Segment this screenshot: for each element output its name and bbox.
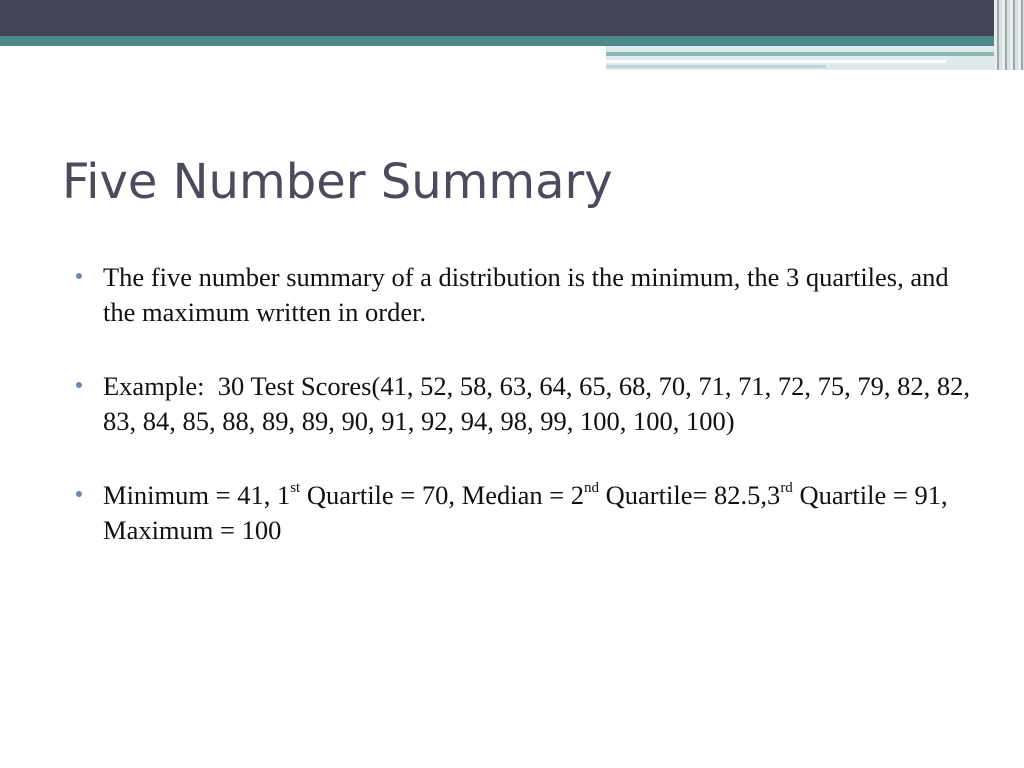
ordinal-suffix-third: rd [780, 480, 793, 497]
bullet-item-definition [76, 260, 976, 330]
bullet-dot-icon [76, 491, 82, 497]
results-text-maximum: Quartile = 91, Maximum = 100 [103, 480, 948, 545]
results-text-third: Quartile= 82.5,3 [599, 480, 781, 510]
bullet-list [76, 260, 976, 587]
bullet-item-results [76, 478, 976, 548]
header-tab-strip [606, 52, 1006, 56]
results-text-minimum: Minimum = 41, 1 [103, 480, 291, 510]
results-text-median: Quartile = 70, Median = 2 [300, 480, 585, 510]
slide-title: Five Number Summary [62, 154, 613, 210]
bullet-dot-icon [76, 273, 82, 279]
bullet-dot-icon [76, 382, 82, 388]
header-dark-band [0, 0, 1024, 36]
ordinal-suffix-first: st [290, 480, 301, 497]
bullet-text: Example: 30 Test Scores(41, 52, 58, 63, 64, 65, 68, 70, 71, 71, 72, 75, 79, 82, 82, 83, 84, 85, 88, 89, 89, 90, 91, 92, 94, 98, 99, 100, 100, 100) [103, 371, 970, 436]
header-tab-line-secondary [606, 65, 826, 68]
ordinal-suffix-second: nd [584, 480, 600, 497]
header-tab-line [606, 60, 946, 63]
bullet-item-example [76, 369, 976, 439]
header-right-stripes [994, 0, 1024, 70]
header-teal-band [0, 36, 1024, 46]
bullet-text: The five number summary of a distribution is the minimum, the 3 quartiles, and the maximum written in order. [103, 262, 949, 327]
